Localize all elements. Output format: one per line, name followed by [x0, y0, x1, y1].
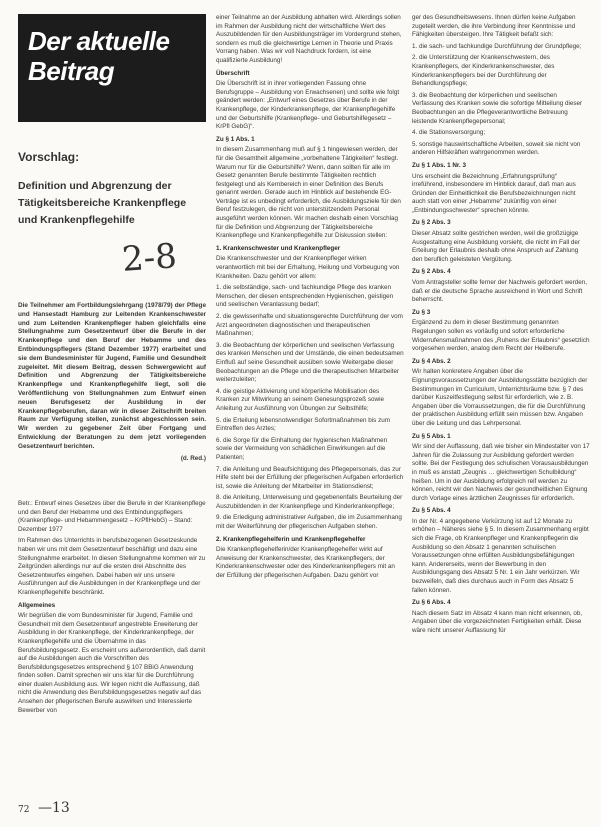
list-item: 4. die Stationsversorgung; — [412, 129, 486, 137]
column-1-intro — [18, 302, 206, 466]
body-paragraph: Nach diesem Satz im Absatz 4 kann man nicht erkennen, ob, Angaben über die vorgezeichneten Fertigkeiten erhält. Diese wäre nicht unserer Auffassung für — [412, 609, 583, 634]
body-paragraph: einer Teilnahme an der Ausbildung abhalten wird. Allerdings sollen im Rahmen der Ausbildung nicht der wirtschaftliche Wert des Auszubildenden für den Ausbildungsträger im Vordergrund stehen, sondern es muß die gleichwertige Lernen in Theorie und Praxis Vorrang haben. Was wir voll Nachdruck fordern, ist eine qualifizierte Ausbildung! — [216, 14, 402, 64]
section-heading: Zu § 4 Abs. 2 — [412, 357, 451, 365]
list-item: 8. die Anleitung, Unterweisung und gegebenenfalls Beurteilung der Auszubildenden in der Krankenpflege und Kinderkrankenpflege; — [216, 494, 403, 510]
column-3 — [412, 14, 590, 639]
section-heading: Zu § 6 Abs. 4 — [412, 599, 451, 607]
section-heading: 1. Krankenschwester und Krankenpfleger — [216, 244, 341, 252]
list-item: 5. die Erteilung lebensnotwendiger Sofortmaßnahmen bis zum Eintreffen des Arztes; — [216, 416, 390, 433]
intro-signature: (d. Red.) — [180, 454, 206, 462]
body-paragraph: In der Nr. 4 angegebene Verkürzung ist auf 12 Monate zu erhöhen – Näheres siehe § 5. In diesem Zusammenhang ergibt sich die Frage, ob Krankenpfleger und Krankenpflegerin die Ausbildung so den Absatz 1 genannten schulischen Voraussetzungen ohne erfüllten Ausbildungsbefähigungen kann. Andererseits, wenn der Bewerbung in den Ausbildungsgang des Absatz 5 Nr. 1 ein Jahr verkürzen. Wir bezweifeln, daß dies durchaus auch in Form des Absatz 5 fallen können. — [412, 517, 589, 594]
proposal-label: Vorschlag: — [18, 150, 80, 164]
banner-title-line2: Beitrag — [28, 56, 115, 86]
body-paragraph: Wir sind der Auffassung, daß wie bisher ein Mindestalter von 17 Jahren für die Zulassung zur Ausbildung gefordert werden sollte. Bei der Festlegung des schulischen Vorausausbildungen in muß es anstatt „Zeugnis … gleichwertigen Schulbildung“ heißen. Um in der Ausbildung erfolgreich reif werden zu können, reicht wir den Nachweis der gesundheitlichen Eignung durch Vorlage eines ärztlichen Zeugnisses für erforderlich. — [412, 443, 590, 502]
body-paragraph: Uns erscheint die Bezeichnung „Erfahrungsprüfung“ irreführend, insbesondere im Hinblick darauf, daß man aus Gründen der Einheitlichkeit die Berufsbezeichnungen nicht auch statt von einer „Hebamme“ zukünftig von einer „Entbindungsschwester“ sprechen könnte. — [412, 172, 576, 214]
handwritten-note: 2-8 — [120, 236, 179, 280]
section-heading: 2. Krankenpflegehelferin und Krankenpflegehelfer — [216, 535, 366, 543]
section-heading: Zu § 5 Abs. 4 — [412, 507, 451, 515]
list-item: 1. die sach- und fachkundige Durchführung der Grundpflege; — [412, 42, 582, 50]
list-item: 1. die selbständige, sach- und fachkundige Pflege des kranken Menschen, der diesen entsprechenden Hygienischen, geistigen und seelischen Veranlassung bedarf; — [216, 284, 394, 309]
body-paragraph: In diesem Zusammenhang muß auf § 1 hingewiesen werden, der für die Gesamtheit allgemeine „vorbehaltene Tätigkeiten“ festlegt. Warum nur für die Geburtshilfe? Wenn, dann sollten für alle im Gesetz genannten Berufe bestimmte Tätigkeiten rechtlich festgelegt und als Kernbereich in einer Definition des Berufs genannt werden. Gerade auch im Hinblick auf bestehende EG-Verträge ist es unbedingt erforderlich, die Ausbildungsziele für den Beruf festzulegen, die nicht von unterstützendem Personal ausgeführt werden können. Wir machen deshalb einen Vorschlag für die Definition und Abgrenzung der Tätigkeitsbereiche Krankenpflege und Krankenpflegehilfe zur Diskussion stellen: — [216, 146, 401, 240]
body-paragraph: Die Krankenpflegehelferin/der Krankenpflegehelfer wirkt auf Anweisung der Krankenschwester, des Krankenpflegers, der Kinderkrankenschwester oder des Kinderkrankenpflegers mit an der Erfüllung der pflegerischen Aufgaben. Dazu gehört vor — [216, 546, 395, 580]
article-headline: Definition und Abgrenzung der Tätigkeitsbereiche Krankenpflege und Krankenpflegehilfe — [18, 180, 187, 226]
section-heading: Zu § 5 Abs. 1 — [412, 432, 451, 440]
body-paragraph: Wir begrüßen die vom Bundesminister für Jugend, Familie und Gesundheit mit dem Gesetzentwurf angestrebte Erweiterung der Ausbildung in der Krankenpflege, der Kinderkrankenpflege, der Krankenpflegehilfe und die Übernahme in das Berufsbildungsgesetz. Es erscheint uns außerordentlich, daß damit auf die Ausbildungen auch die Vorschriften des Berufsbildungsgesetzes entsprechend § 107 BBiG Anwendung finden sollen. Damit sprechen wir uns klar für die Durchführung einer dualen Ausbildung aus. Wir legen nicht die Auffassung, daß nicht die Anwendung des Berufsbildungsgesetzes negativ auf das Ansehen der pflegerischen Berufe auswirken und Interessierte Bewerber von — [18, 612, 206, 714]
page-number: 72 — [18, 805, 30, 815]
section-banner — [18, 14, 206, 122]
section-heading: Zu § 1 Abs. 1 Nr. 3 — [412, 161, 467, 169]
handwritten-page-mark: —13 — [37, 800, 70, 816]
section-heading: Zu § 2 Abs. 4 — [412, 268, 451, 276]
list-item: 7. die Anleitung und Beaufsichtigung des Pflegepersonals, das zur Hilfe steht bei der Erfüllung der pflegerischen Aufgaben erforderlich ist, sowie die Anleitung der Mitarbeiter im Stationsdienst; — [216, 465, 404, 490]
body-paragraph: Die Krankenschwester und der Krankenpfleger wirken verantwortlich mit bei der Erhaltung, Heilung und Vorbeugung von Krankheiten. Dazu gehört vor allem: — [216, 255, 400, 280]
list-item: 3. die Beobachtung der körperlichen und seelischen Verfassung des kranken Menschen und der Umstände, die einen bedeutsamen Einfluß auf seine Gesundheit ausüben sowie Weitergabe dieser Beobachtungen an die Pflege und die therapeutischen Mitarbeiter weiterzuleiten; — [216, 341, 404, 384]
list-item: 9. die Erledigung administrativer Aufgaben, die im Zusammenhang mit der Weiterführung der pflegerischen Aufgaben stehen. — [216, 514, 402, 531]
body-paragraph: Im Rahmen des Unterrichts in berufsbezogenen Gesetzeskunde haben wir uns mit dem Gesetzentwurf beschäftigt und dazu eine Stellungnahme erarbeitet. In diesen Stellungnahme kommen wir zu Zeitgründen allerdings nur auf die ersten drei Abschnitte des Gesetzentwurfes eingehen. Dabei haben wir uns unsere Ausführungen auf die Ausbildungen in der Krankenpflege und der Krankenpflegehilfe beschränkt. — [18, 537, 206, 596]
body-paragraph: ger des Gesundheitswesens. Ihnen dürfen keine Aufgaben zugeteilt werden, die ihre Verbindung ihrer Kenntnisse und Fähigkeiten übersteigen. Ihre Tätigkeit befaßt sich: — [412, 14, 576, 39]
subject-line: Betr.: Entwurf eines Gesetzes über die Berufe in der Krankenpflege und den Beruf der Hebamme und des Entbindungspflegers (Krankenpflege- und Hebammengesetz – KrPflHebG) – Stand: Dezember 1977 — [18, 500, 206, 533]
body-paragraph: Wir halten konkretere Angaben über die Eignungsvoraussetzungen der Ausbildungsstätte bezüglich der Bestimmungen im Curriculum, Unterrichtsräume bzw. § 7 des darüber Kuszeitfestlegung selbst für erforderlich, wie z. B. Angaben über die Vorraussetzungen, die für die Durchführung der praktischen Ausbildung erfüllt sein müssen bzw. Angaben über die Leitung und das Lehrpersonal. — [412, 368, 588, 427]
page-footer — [18, 800, 70, 816]
column-2 — [216, 14, 404, 584]
column-1-body — [18, 500, 206, 718]
body-paragraph: Vom Antragsteller sollte ferner der Nachweis gefordert werden, daß er die deutsche Sprache ausreichend in Wort und Schrift beherrscht. — [412, 279, 587, 304]
section-heading: Zu § 2 Abs. 3 — [412, 219, 451, 227]
list-item: 6. die Sorge für die Einhaltung der hygienischen Maßnahmen sowie der Vermeidung von schädlichen Einwirkungen auf die Patienten; — [216, 436, 388, 461]
body-paragraph: Ergänzend zu dem in dieser Bestimmung genannten Regelungen sollen es vorläufig und sofort erforderliche Widerrufensmaßnahmen des „Ruhens der Erlaubnis“ gesetzlich vorgesehen werden, analog dem Recht der Heilberufe. — [412, 319, 590, 353]
section-heading: Überschrift — [216, 69, 250, 77]
section-heading: Allgemeines — [18, 601, 56, 609]
banner-title — [28, 26, 198, 86]
list-item: 5. sonstige hauswirtschaftliche Arbeiten, soweit sie nicht von anderen Hilfskräften wahrgenommen werden. — [412, 140, 581, 157]
section-heading: Zu § 3 — [412, 308, 431, 316]
list-item: 4. die geistige Aktivierung und körperliche Mobilisation des Kranken zur Mitwirkung an seinem Genesungsprozeß sowie Anleitung zur Ausführung von Übungen zur Selbsthilfe; — [216, 387, 384, 412]
banner-title-line1: Der aktuelle — [28, 26, 170, 56]
intro-paragraph: Die Teilnehmer am Fortbildungslehrgang (1978/79) der Pflege und Hansestadt Hamburg zur Leitenden Krankenschwester und zum Leitenden Krankenpfleger haben gleichfalls eine Stellungnahme zum Gesetzentwurf über die Berufe in der Krankenpflege und den Beruf der Hebamme und des Entbindungspflegers (Stand Dezember 1977) erarbeitet und sie dem Bundesminister für Jugend, Familie und Gesundheit zugeleitet. Mit diesem Beitrag, dessen Schwergewicht auf Definition und Abgrenzung der Tätigkeitsbereiche Krankenpflege und Krankenpflegehilfe liegt, soll die Veröffentlichung von Stellungnahmen zum Entwurf einen neuen Berufsgesetz der Ausbildung in der Krankenpflegeberufen, daran wir in dieser Zeitschrift breiten Raum zur Verfügung stellen, zunächst abgeschlossen sein. Wir werden zu gegebener Zeit über Fortgang und Entwicklung der Beratungen zu dem jetzt vorliegenden Gesetzentwurf berichten. — [18, 302, 206, 450]
list-item: 3. die Beobachtung der körperlichen und seelischen Verfassung des Kranken sowie die sofortige Mitteilung dieser Beobachtungen an die Pflegeverantwortliche Betreuung leistende Krankenpflegepersonal; — [412, 91, 583, 125]
list-item: 2. die gewissenhafte und situationsgerechte Durchführung der vom Arzt angeordneten diagnostischen und therapeutischen Maßnahmen; — [216, 313, 403, 338]
body-paragraph: Die Überschrift ist in ihrer vorliegenden Fassung ohne Berufsgruppe – Ausbildung von Erwachsenen) und sollte wie folgt geändert werden: „Entwurf eines Gesetzes über Berufe in der Krankenpflege, der Kinderkrankenpflege, der Krankenpflegehilfe und der Geburtshilfe (Krankenpflege- und Geburtshilfegesetz – KrPfl GebG)“. — [216, 80, 400, 131]
list-item: 2. die Unterstützung der Krankenschwestern, des Krankenpflegers, der Kinderkrankenschwester, des Kinderkrankenpflegers bei der Durchführung der Behandlungspflege; — [412, 54, 555, 88]
section-heading: Zu § 1 Abs. 1 — [216, 135, 255, 143]
body-paragraph: Dieser Absatz sollte gestrichen werden, weil die großzügige Ausgestaltung eine Ausbildung vorsieht, die nicht im Fall der Erteilung der Erlaubnis deshalb ohne Anspruch auf Zahlung den beruflich geleisteten Vergütung. — [412, 230, 581, 263]
